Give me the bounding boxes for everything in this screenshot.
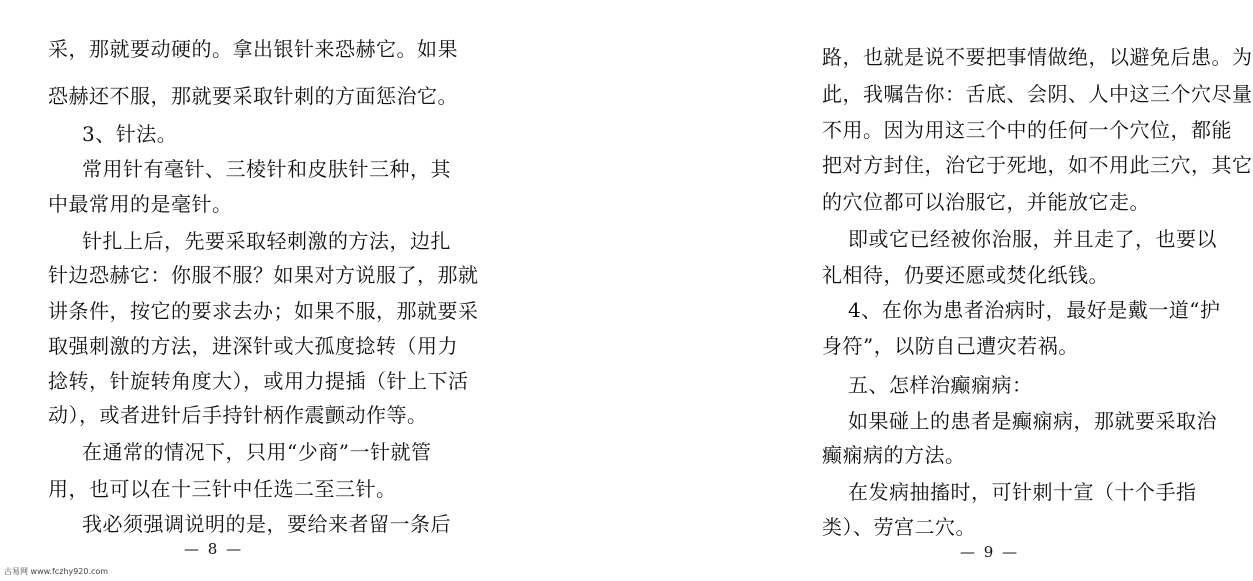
text-line: 癫痫病的方法。 bbox=[822, 443, 966, 467]
text-line: 礼相待，仍要还愿或焚化纸钱。 bbox=[822, 263, 1109, 287]
text-line: 恐赫还不服，那就要采取针刺的方面惩治它。 bbox=[48, 84, 458, 108]
text-line: 讲条件，按它的要求去办；如果不服，那就要采 bbox=[48, 299, 479, 323]
text-line: 的穴位都可以治服它，并能放它走。 bbox=[822, 190, 1150, 214]
page-number: — 9 — bbox=[960, 543, 1020, 561]
text-line: 动），或者进针后手持针柄作震颤动作等。 bbox=[48, 403, 428, 427]
text-line: 中最常用的是毫针。 bbox=[48, 192, 233, 216]
text-line: 在通常的情况下，只用“少商”一针就管 bbox=[82, 440, 432, 464]
text-line: 不用。因为用这三个中的任何一个穴位，都能 bbox=[822, 118, 1232, 142]
text-line: 用，也可以在十三针中任选二至三针。 bbox=[48, 477, 397, 501]
section-heading: 3、针法。 bbox=[82, 122, 178, 146]
text-line: 此，我嘱告你：舌底、会阴、人中这三个穴尽量 bbox=[822, 82, 1253, 106]
right-page bbox=[396, 0, 1253, 581]
text-line: 我必须强调说明的是，要给来者留一条后 bbox=[82, 512, 451, 536]
text-line: 类）、劳宫二穴。 bbox=[822, 515, 976, 539]
text-line: 常用针有毫针、三棱针和皮肤针三种，其 bbox=[82, 157, 451, 181]
text-line: 路，也就是说不要把事情做绝，以避免后患。为 bbox=[822, 45, 1253, 69]
text-line: 针边恐赫它：你服不服？如果对方说服了，那就 bbox=[48, 263, 479, 287]
page-number: — 8 — bbox=[184, 540, 244, 558]
text-line: 捻转，针旋转角度大），或用力提插（针上下活 bbox=[48, 369, 469, 393]
text-line: 针扎上后，先要采取轻刺激的方法，边扎 bbox=[82, 229, 451, 253]
text-line: 如果碰上的患者是癫痫病，那就要采取治 bbox=[848, 409, 1217, 433]
text-line: 在发病抽搐时，可针刺十宣（十个手指 bbox=[848, 480, 1197, 504]
watermark: 古易网 www.fczhy920.com bbox=[4, 567, 109, 576]
text-line: 即或它已经被你治服，并且走了，也要以 bbox=[848, 227, 1217, 251]
text-line: 取强刺激的方法，进深针或大孤度捻转（用力 bbox=[48, 334, 458, 358]
text-line: 采，那就要动硬的。拿出银针来恐赫它。如果 bbox=[48, 37, 458, 61]
section-heading: 五、怎样治癫痫病： bbox=[848, 373, 1033, 397]
text-line: 4、在你为患者治病时，最好是戴一道“护 bbox=[848, 298, 1221, 322]
left-page bbox=[0, 0, 479, 581]
text-line: 把对方封住，治它于死地，如不用此三穴，其它 bbox=[822, 153, 1253, 177]
text-line: 身符”，以防自己遭灾若祸。 bbox=[822, 334, 1079, 358]
